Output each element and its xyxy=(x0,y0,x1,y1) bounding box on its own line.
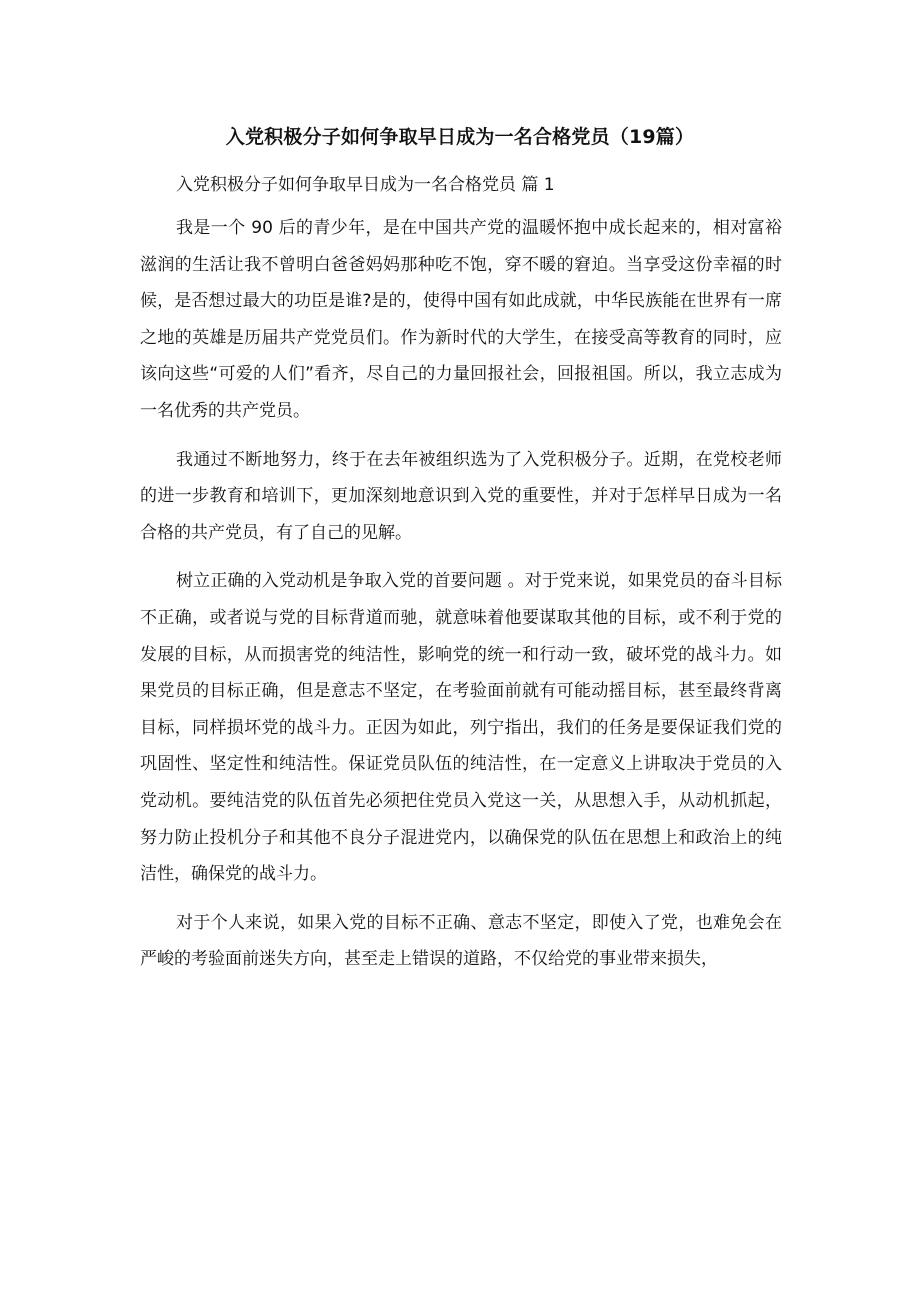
paragraph-2: 我通过不断地努力，终于在去年被组织选为了入党积极分子。近期，在党校老师的进一步教育和培训下，更加深刻地意识到入党的重要性，并对于怎样早日成为一名合格的共产党员，有了自己的见解。 xyxy=(140,449,782,543)
document-body xyxy=(140,168,782,990)
paragraph-4: 对于个人来说，如果入党的目标不正确、意志不坚定，即使入了党，也难免会在严峻的考验面前迷失方向，甚至走上错误的道路，不仅给党的事业带来损失， xyxy=(140,912,782,970)
section-heading: 入党积极分子如何争取早日成为一名合格党员 篇 1 xyxy=(176,175,555,195)
paragraph-3: 树立正确的入党动机是争取入党的首要问题 。对于党来说，如果党员的奋斗目标不正确，或者说与党的目标背道而驰，就意味着他要谋取其他的目标，或不利于党的发展的目标，从而损害党的纯洁性，影响党的统一和行动一致，破坏党的战斗力。如果党员的目标正确，但是意志不坚定，在考验面前就有可能动摇目标，甚至最终背离目标，同样损坏党的战斗力。正因为如此，列宁指出，我们的任务是要保证我们党的巩固性、坚定性和纯洁性。保证党员队伍的纯洁性，在一定意义上讲取决于党员的入党动机。要纯洁党的队伍首先必须把住党员入党这一关，从思想入手，从动机抓起，努力防止投机分子和其他不良分子混进党内，以确保党的队伍在思想上和政治上的纯洁性，确保党的战斗力。 xyxy=(140,571,782,885)
paragraph-1: 我是一个 90 后的青少年，是在中国共产党的温暖怀抱中成长起来的，相对富裕滋润的生活让我不曾明白爸爸妈妈那种吃不饱，穿不暖的窘迫。当享受这份幸福的时候，是否想过最大的功臣是谁?是的，使得中国有如此成就，中华民族能在世界有一席之地的英雄是历届共产党党员们。作为新时代的大学生，在接受高等教育的同时，应该向这些“可爱的人们”看齐，尽自己的力量回报社会，回报祖国。所以，我立志成为一名优秀的共产党员。 xyxy=(140,218,782,421)
document-title: 入党积极分子如何争取早日成为一名合格党员（19篇） xyxy=(225,126,695,148)
